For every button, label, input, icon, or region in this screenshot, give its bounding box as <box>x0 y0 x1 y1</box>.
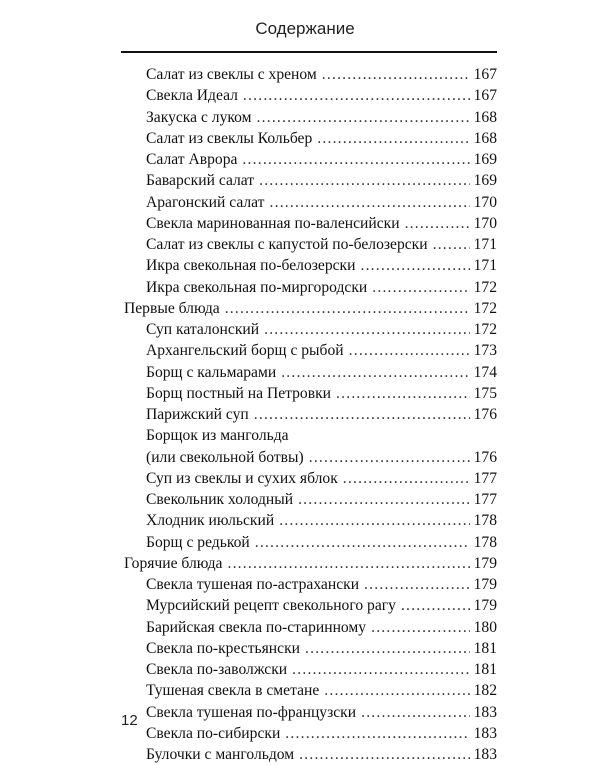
toc-entry-title: Свекла Идеал <box>146 87 238 105</box>
toc-entry-title: Баварский салат <box>146 172 255 190</box>
toc-entry <box>124 234 497 255</box>
toc-leader-dots <box>322 64 470 85</box>
toc-leader-dots <box>317 128 469 149</box>
toc-entry <box>124 638 497 659</box>
toc-entry-title: Свекла по-крестьянски <box>146 639 300 657</box>
toc-entry-page: 181 <box>473 639 497 657</box>
toc-leader-dots <box>401 595 470 616</box>
toc-entry <box>124 149 497 170</box>
toc-leader-dots <box>243 85 470 106</box>
toc-entry <box>124 659 497 680</box>
toc-entry-title: Борщ постный на Петровки <box>146 384 332 402</box>
toc-entry-title: (или свекольной ботвы) <box>146 448 304 466</box>
toc-entry-title: Салат из свеклы Кольбер <box>146 129 313 147</box>
toc-entry-page: 170 <box>473 214 497 232</box>
toc-entry-title: Мурсийский рецепт свекольного рагу <box>146 597 396 615</box>
toc-entry-title: Салат из свеклы с хреном <box>146 66 317 83</box>
toc-leader-dots <box>270 192 470 213</box>
toc-entry <box>124 744 497 765</box>
toc-entry <box>124 213 497 234</box>
toc-entry-page: 183 <box>473 703 497 721</box>
toc-entry-title: Архангельский борщ с рыбой <box>146 342 344 360</box>
toc-entry-title: Арагонский салат <box>146 193 265 211</box>
toc-entry <box>124 128 497 149</box>
toc-entry <box>124 447 497 468</box>
toc-entry-title: Булочки с мангольдом <box>146 746 295 763</box>
toc-entry-page: 183 <box>473 724 497 742</box>
toc-entry-title: Первые блюда <box>124 299 220 317</box>
toc-entry <box>124 340 497 361</box>
toc-entry-title: Барийская свекла по-старинному <box>146 618 367 636</box>
toc-entry <box>124 574 497 595</box>
toc-entry-page: 172 <box>473 321 497 338</box>
toc-entry-page: 176 <box>473 406 497 423</box>
toc-entry <box>124 383 497 404</box>
toc-entry-title: Свекла по-сибирски <box>146 724 281 742</box>
toc-entry-title: Хлодник июльский <box>146 512 275 530</box>
toc-entry <box>124 680 497 701</box>
table-of-contents <box>124 64 497 765</box>
toc-entry-page: 179 <box>473 576 497 593</box>
page-number: 12 <box>121 712 138 729</box>
toc-entry <box>124 85 497 106</box>
toc-leader-dots <box>257 107 470 128</box>
toc-entry-title-line: Борщок из мангольда <box>146 427 289 445</box>
toc-leader-dots <box>371 617 470 638</box>
toc-leader-dots <box>361 702 470 723</box>
toc-entry <box>124 702 497 723</box>
toc-entry-title: Свекла маринованная по-валенсийски <box>146 214 400 232</box>
toc-section <box>124 298 497 319</box>
toc-entry-title: Свекла по-заволжски <box>146 661 288 678</box>
toc-leader-dots <box>285 723 469 744</box>
toc-leader-dots <box>336 383 470 404</box>
toc-section <box>124 553 497 574</box>
toc-entry <box>124 404 497 425</box>
toc-entry-page: 180 <box>473 618 497 636</box>
toc-entry-title: Салат Аврора <box>146 151 238 168</box>
toc-entry-title: Икра свекольная по-миргородски <box>146 278 368 296</box>
toc-entry <box>124 468 497 489</box>
toc-leader-dots <box>405 213 470 234</box>
toc-entry-page: 172 <box>473 299 497 317</box>
toc-leader-dots <box>281 362 469 383</box>
toc-leader-dots <box>225 298 470 319</box>
toc-entry <box>124 170 497 191</box>
toc-leader-dots <box>324 680 469 701</box>
toc-leader-dots <box>343 468 470 489</box>
running-header: Содержание <box>255 19 355 38</box>
toc-entry-page: 169 <box>473 172 497 190</box>
toc-entry-title: Горячие блюда <box>124 554 223 572</box>
toc-leader-dots <box>305 638 470 659</box>
toc-entry <box>124 107 497 128</box>
toc-entry <box>124 319 497 340</box>
toc-entry <box>124 277 497 298</box>
toc-entry-page: 179 <box>473 554 497 572</box>
toc-entry-page: 167 <box>473 87 497 105</box>
toc-entry-title: Суп каталонский <box>146 321 260 338</box>
toc-leader-dots <box>254 404 470 425</box>
header-rule <box>121 51 497 53</box>
toc-entry <box>124 595 497 616</box>
toc-entry-page: 174 <box>473 363 497 381</box>
toc-leader-dots <box>364 574 470 595</box>
toc-entry-title: Закуска с луком <box>146 108 252 126</box>
toc-entry-page: 168 <box>473 129 497 147</box>
toc-entry-title: Свекла тушеная по-французски <box>146 703 357 721</box>
toc-entry-page: 172 <box>473 278 497 296</box>
toc-entry-page: 181 <box>473 661 497 678</box>
toc-leader-dots <box>433 234 470 255</box>
toc-entry-page: 170 <box>473 193 497 211</box>
toc-entry-page: 179 <box>473 597 497 615</box>
toc-leader-dots <box>349 340 470 361</box>
toc-entry-title: Борщ с кальмарами <box>146 363 277 381</box>
toc-leader-dots <box>255 532 470 553</box>
toc-entry-title: Борщ с редькой <box>146 533 250 551</box>
toc-leader-dots <box>309 447 470 468</box>
toc-entry-page: 178 <box>473 512 497 530</box>
toc-entry-title: Свекла тушеная по-астрахански <box>146 576 360 593</box>
toc-entry <box>124 489 497 510</box>
toc-entry-title: Суп из свеклы и сухих яблок <box>146 469 338 487</box>
toc-leader-dots <box>360 255 469 276</box>
toc-entry-page: 182 <box>473 682 497 700</box>
toc-leader-dots <box>259 170 469 191</box>
toc-entry-page: 176 <box>473 448 497 466</box>
toc-leader-dots <box>279 510 469 531</box>
toc-entry <box>124 362 497 383</box>
toc-entry-page: 168 <box>473 108 497 126</box>
toc-entry <box>124 192 497 213</box>
toc-entry <box>124 723 497 744</box>
toc-entry-title: Свекольник холодный <box>146 491 294 508</box>
toc-leader-dots <box>372 277 469 298</box>
toc-entry <box>124 255 497 276</box>
toc-leader-dots <box>298 489 470 510</box>
toc-entry-title: Парижский суп <box>146 406 249 423</box>
toc-entry-page: 171 <box>473 257 497 275</box>
toc-leader-dots <box>264 319 470 340</box>
toc-entry-page: 171 <box>473 236 497 253</box>
toc-leader-dots <box>299 744 469 765</box>
toc-entry-page: 167 <box>473 66 497 83</box>
toc-entry-title: Тушеная свекла в сметане <box>146 682 320 700</box>
toc-entry-title: Салат из свеклы с капустой по-белозерски <box>146 236 428 253</box>
toc-entry-page: 178 <box>473 533 497 551</box>
toc-leader-dots <box>227 553 469 574</box>
toc-entry-page: 177 <box>473 469 497 487</box>
toc-entry <box>124 617 497 638</box>
toc-entry-page: 183 <box>473 746 497 763</box>
toc-entry-page: 177 <box>473 491 497 508</box>
toc-leader-dots <box>242 149 469 170</box>
toc-entry <box>124 510 497 531</box>
toc-entry-page: 169 <box>473 151 497 168</box>
toc-entry-page: 173 <box>473 342 497 360</box>
toc-entry-page: 175 <box>473 384 497 402</box>
toc-entry <box>124 64 497 85</box>
toc-entry <box>124 532 497 553</box>
toc-leader-dots <box>292 659 469 680</box>
toc-entry-title: Икра свекольная по-белозерски <box>146 257 356 275</box>
